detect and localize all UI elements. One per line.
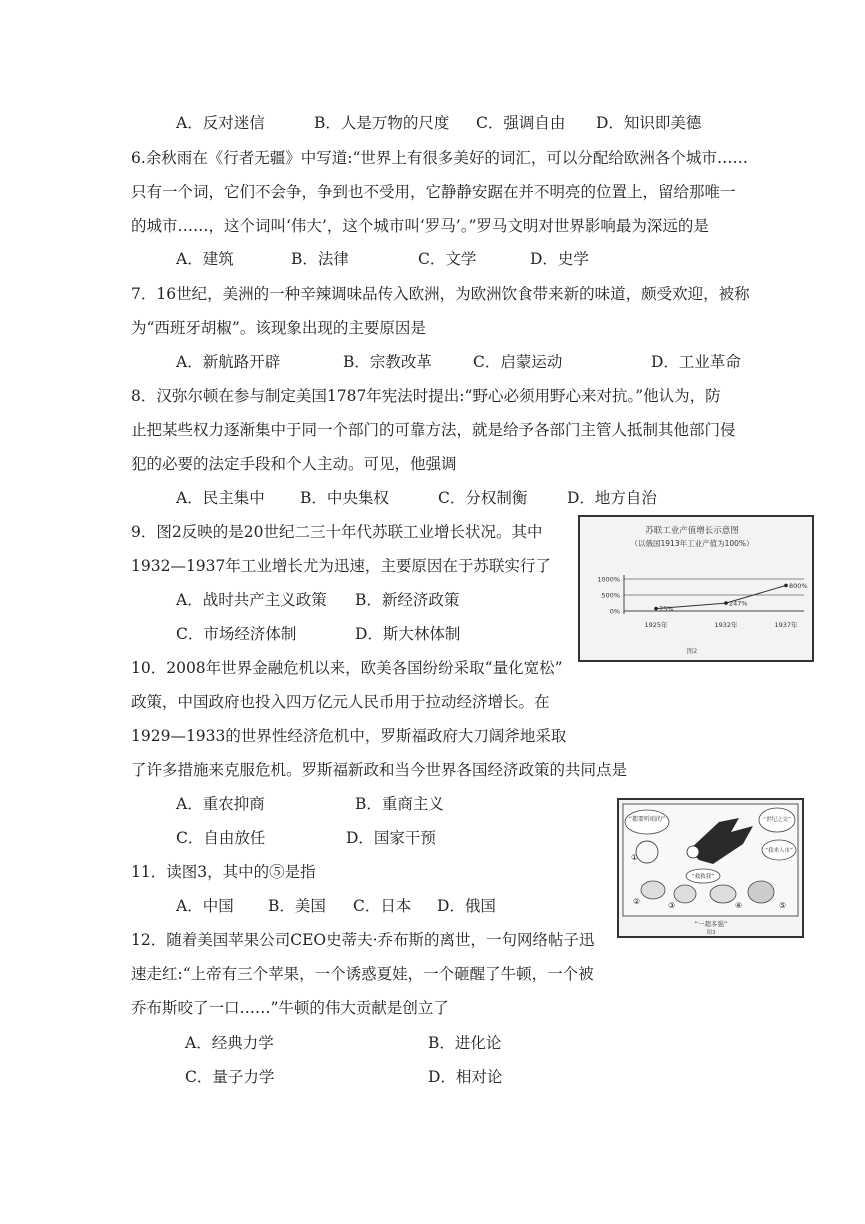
fig2-ytick-label: 1000% xyxy=(597,575,620,584)
q8-line-3: 犯的必要的法定手段和个人主动。可见，他强调 xyxy=(131,455,457,473)
q9-option-d: D．斯大林体制 xyxy=(355,625,461,643)
fig2-data-label: 247% xyxy=(729,599,748,608)
q9-option-c: C．市场经济体制 xyxy=(176,625,297,643)
q10-line-3: 1929—1933的世界性经济危机中，罗斯福政府大刀阔斧地采取 xyxy=(131,727,567,745)
q7-option-b: B．宗教改革 xyxy=(343,353,432,371)
fig3-caption: 图3 xyxy=(706,930,716,936)
q7-line-2: 为“西班牙胡椒”。该现象出现的主要原因是 xyxy=(131,319,426,337)
fig2-data-label: 75% xyxy=(659,605,674,614)
q12-option-a: A．经典力学 xyxy=(185,1034,274,1052)
q7-option-d: D．工业革命 xyxy=(651,353,741,371)
q11-option-b: B．美国 xyxy=(268,897,326,915)
fig2-title: 苏联工业产值增长示意图 xyxy=(645,526,739,536)
q6-line-2: 只有一个词，它们不会争，争到也不受用，它静静安踞在并不明亮的位置上，留给那唯一 xyxy=(131,183,736,201)
fig2-caption: 图2 xyxy=(686,647,698,655)
q10-option-d: D．国家干预 xyxy=(346,829,436,847)
q6-option-a: A．建筑 xyxy=(176,250,234,268)
q7-option-c: C．启蒙运动 xyxy=(473,353,563,371)
q6-line-3: 的城市……，这个词叫‘伟大’，这个城市叫‘罗马’。”罗马文明对世界影响最为深远的是 xyxy=(131,217,709,235)
q10-line-1: 10．2008年世界金融危机以来，欧美各国纷纷采取“量化宽松” xyxy=(131,659,563,677)
q8-option-b: B．中央集权 xyxy=(300,489,389,507)
fig2-category-label: 1937年 xyxy=(774,621,798,629)
q5-option-b: B．人是万物的尺度 xyxy=(314,114,450,132)
fig3-number-5: ⑤ xyxy=(779,901,787,910)
fig3-bubble-4-text: “救救我” xyxy=(691,874,715,880)
q10-option-c: C．自由放任 xyxy=(176,829,266,847)
fig2-data-point xyxy=(654,607,658,611)
fig3-animal-2-icon xyxy=(641,881,665,899)
fig3-bubble-3-text: “我来人市” xyxy=(765,848,793,854)
q6-option-b: B．法律 xyxy=(291,250,349,268)
figure-2-svg xyxy=(580,517,812,660)
q10-line-2: 政策，中国政府也投入四万亿元人民币用于拉动经济增长。在 xyxy=(131,693,550,711)
fig2-data-label: 800% xyxy=(789,581,808,590)
q12-line-1: 12．随着美国苹果公司CEO史蒂夫·乔布斯的离世，一句网络帖子迅 xyxy=(131,931,595,949)
q6-option-d: D．史学 xyxy=(530,250,589,268)
fig2-category-label: 1932年 xyxy=(714,621,738,629)
q12-option-c: C．量子力学 xyxy=(185,1068,275,1086)
q12-option-d: D．相对论 xyxy=(428,1068,503,1086)
fig3-number-4: ④ xyxy=(735,901,743,910)
q7-line-1: 7．16世纪，美洲的一种辛辣调味品传入欧洲，为欧洲饮食带来新的味道，颇受欢迎，被称 xyxy=(131,285,750,303)
figure-2-chart xyxy=(578,515,814,662)
fig3-animal-4-icon xyxy=(710,885,736,903)
q5-option-a: A．反对迷信 xyxy=(176,114,265,132)
fig3-number-3: ③ xyxy=(668,901,676,910)
q10-option-b: B．重商主义 xyxy=(355,795,444,813)
fig2-series-line xyxy=(656,585,786,608)
figure-3-cartoon xyxy=(617,798,804,938)
fig3-banner: “一超多强” xyxy=(694,920,728,928)
fig2-ytick-label: 500% xyxy=(601,591,620,600)
q9-option-b: B．新经济政策 xyxy=(355,591,460,609)
q11-option-d: D．俄国 xyxy=(437,897,496,915)
q10-line-4: 了许多措施来克服危机。罗斯福新政和当今世界各国经济政策的共同点是 xyxy=(131,761,628,779)
q8-option-c: C．分权制衡 xyxy=(438,489,528,507)
q10-option-a: A．重农抑商 xyxy=(176,795,265,813)
fig3-number-2: ② xyxy=(633,897,641,906)
q6-option-c: C．文学 xyxy=(418,250,477,268)
q12-option-b: B．进化论 xyxy=(428,1034,502,1052)
q11-line-1: 11．读图3，其中的⑤是指 xyxy=(131,863,316,881)
fig3-eagle-head-icon xyxy=(687,846,699,858)
q8-line-1: 8．汉弥尔顿在参与制定美国1787年宪法时提出:“野心必须用野心来对抗。”他认为，防 xyxy=(131,387,721,405)
q12-line-2: 速走红:“上帝有三个苹果，一个诱惑夏娃，一个砸醒了牛顿，一个被 xyxy=(131,965,594,983)
q5-option-d: D．知识即美德 xyxy=(596,114,702,132)
fig2-data-point xyxy=(724,601,728,605)
q12-line-3: 乔布斯咬了一口……”牛顿的伟大贡献是创立了 xyxy=(131,999,449,1017)
fig3-number-1: ① xyxy=(631,853,639,862)
fig2-ytick-label: 0% xyxy=(609,607,620,616)
q11-option-c: C．日本 xyxy=(353,897,412,915)
q9-option-a: A．战时共产主义政策 xyxy=(176,591,327,609)
figure-3-svg xyxy=(619,800,802,936)
q11-option-a: A．中国 xyxy=(176,897,234,915)
q9-line-1: 9．图2反映的是20世纪二三十年代苏联工业增长状况。其中 xyxy=(131,523,543,541)
q9-line-2: 1932—1937年工业增长尤为迅速，主要原因在于苏联实行了 xyxy=(131,557,551,575)
fig3-animal-3-icon xyxy=(674,885,696,903)
q8-option-a: A．民主集中 xyxy=(176,489,265,507)
q6-line-1: 6.余秋雨在《行者无疆》中写道:“世界上有很多美好的词汇，可以分配给欧洲各个城市…… xyxy=(131,149,748,167)
q8-line-2: 止把某些权力逐渐集中于同一个部门的可靠方法，就是给予各部门主管人抵制其他部门侵 xyxy=(131,421,736,439)
fig2-category-label: 1925年 xyxy=(644,621,668,629)
fig2-data-point xyxy=(784,584,788,588)
fig3-bubble-1-text: “都要听咱的” xyxy=(628,816,666,823)
q7-option-a: A．新航路开辟 xyxy=(176,353,281,371)
fig3-panda-icon xyxy=(748,881,774,903)
q8-option-d: D．地方自治 xyxy=(567,489,657,507)
fig3-bubble-2-text: “世纪之交” xyxy=(763,817,791,823)
fig2-subtitle: （以俄国1913年工业产值为100%） xyxy=(630,539,754,548)
q5-option-c: C．强调自由 xyxy=(476,114,566,132)
